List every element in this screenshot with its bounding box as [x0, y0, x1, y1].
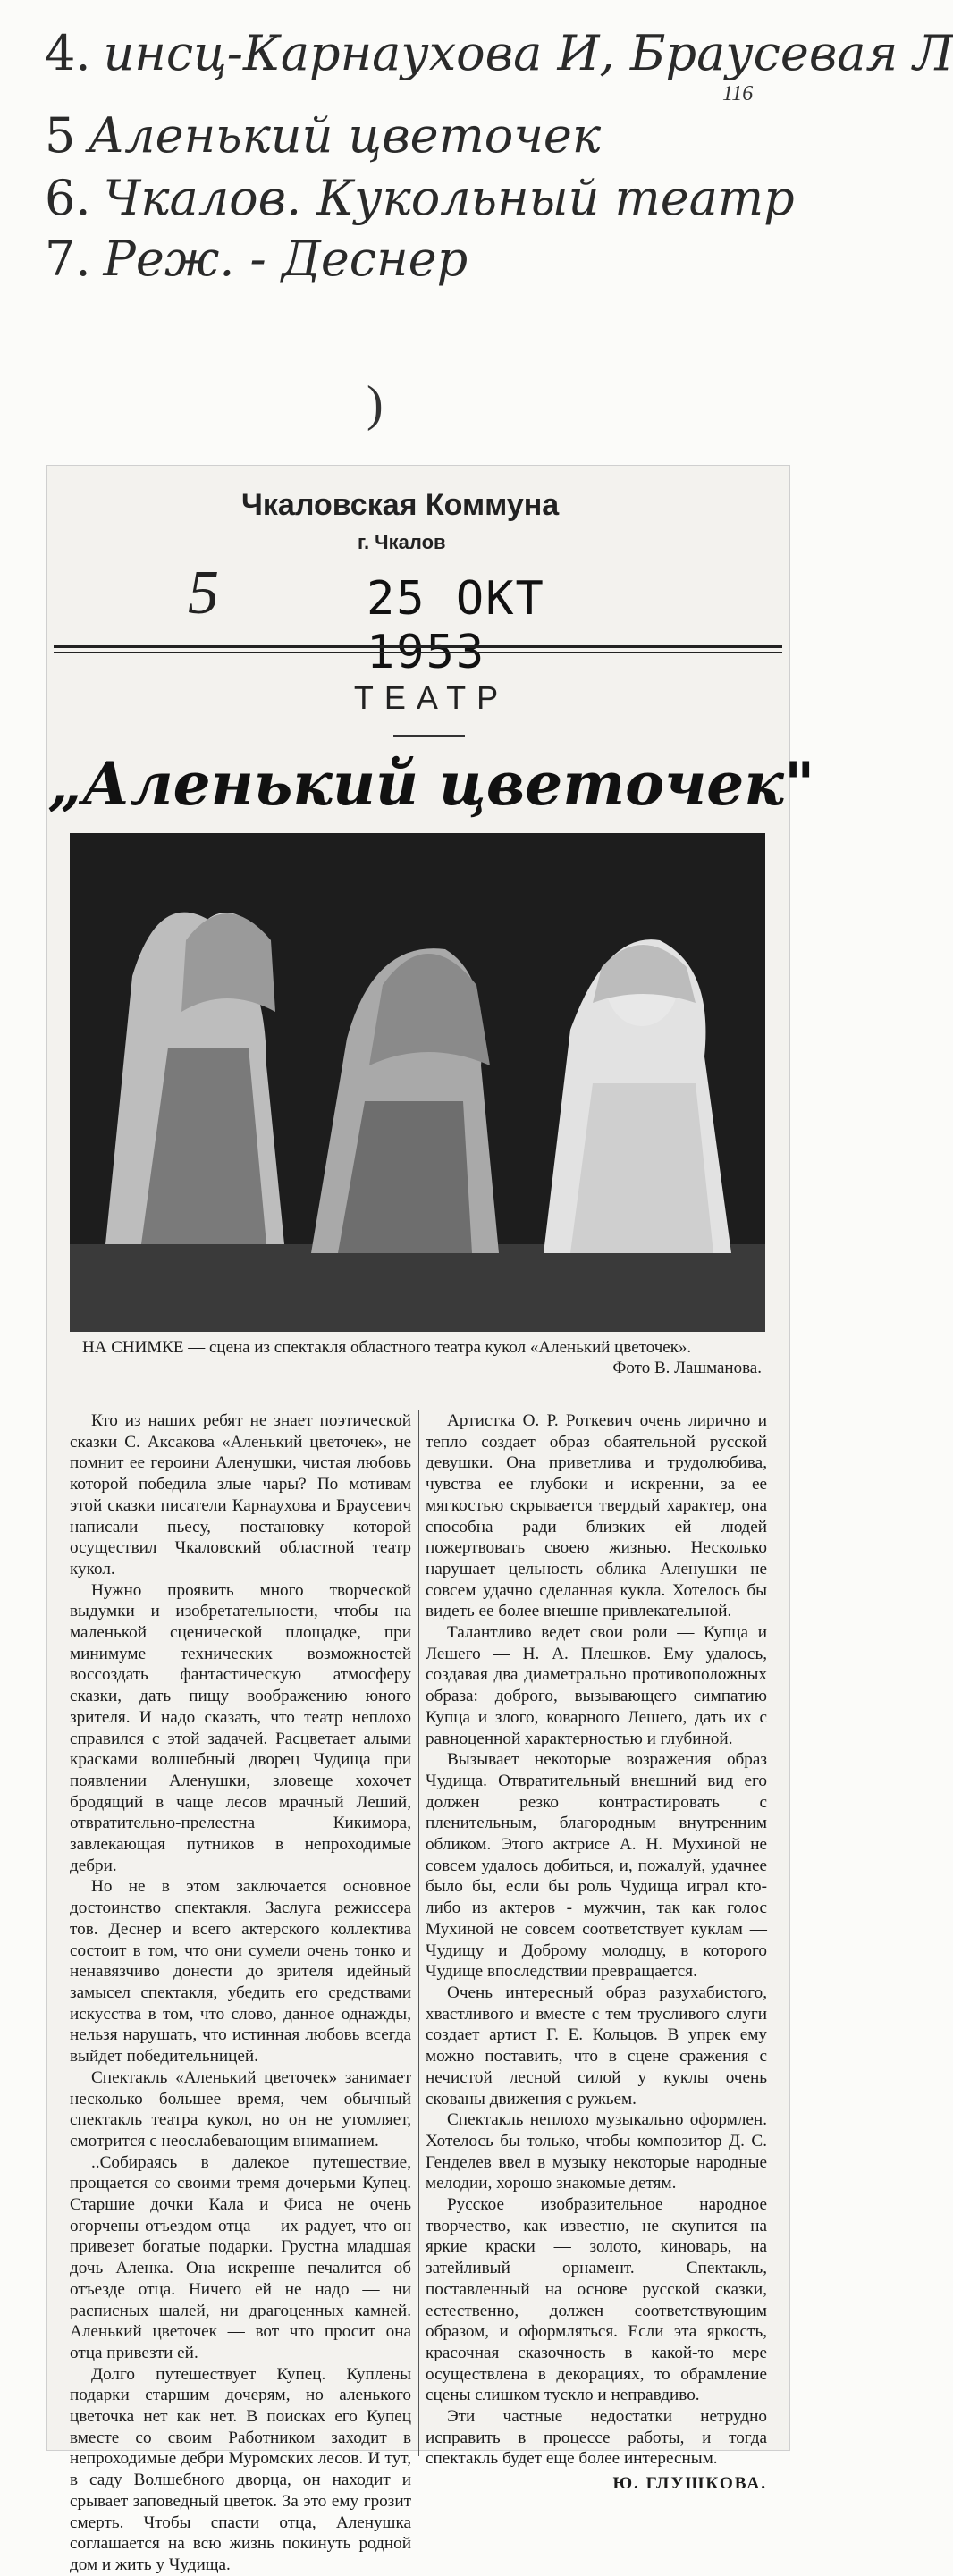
- article-column-1: [70, 1410, 411, 2576]
- newspaper-stamp: [188, 483, 599, 679]
- handwritten-parenthesis: ): [367, 376, 384, 432]
- paragraph: Долго путешествует Купец. Куплены подарки старшим дочерям, но аленького цветочка нет как нет. В поисках его Купец вместе со своим Работником заходит в непроходимые дебри Муромских лесов. И тут, в саду Волшебного дворца, он находит и срывает заповедный цветок. За это ему грозит смерть. Чтобы спасти отца, Аленушка соглашается на всю жизнь покинуть родной дом и жить у Чудища.: [70, 2364, 411, 2574]
- paragraph: Артистка О. Р. Роткевич очень лирично и тепло создает образ обаятельной русской девушки. Она приветлива и трудолюбива, чувства ее глубоки и искренни, за ее мягкостью скрывается твердый характер, она способна ради близких ей людей пожертвовать своею жизнью. Несколько нарушает цельность облика Аленушки не совсем удачно сделанная кукла. Хотелось бы видеть ее более внешне привлекательной.: [426, 1411, 767, 1621]
- line-number: 6.: [45, 170, 91, 226]
- paragraph: Спектакль «Аленький цветочек» занимает несколько большее время, чем обычный спектакль театра кукол, но он не утомляет, смотрится с неослабевающим вниманием.: [70, 2067, 411, 2151]
- article-author: Ю. ГЛУШКОВА.: [612, 2474, 767, 2494]
- caption-text: НА СНИМКЕ — сцена из спектакля областного театра кукол «Аленький цветочек».: [82, 1338, 692, 1357]
- handwritten-text: Чкалов. Кукольный театр: [103, 170, 795, 226]
- paragraph: Спектакль неплохо музыкально оформлен. Хотелось бы только, чтобы композитор Д. С. Генделев ввел в музыку некоторые народные мелодии, хорошо знакомые детям.: [426, 2110, 767, 2193]
- handwritten-line-6: [45, 170, 814, 226]
- article-title: „Аленький цветочек": [47, 749, 815, 819]
- paragraph: Эти частные недостатки нетрудно исправить в процессе работы, и тогда спектакль будет еще более интересным.: [426, 2407, 767, 2469]
- paragraph: Вызывает некоторые возражения образ Чудища. Отвратительный внешний вид его должен резко контрастировать с пленительным, благородным внутренним обликом. Этого актрисе А. Н. Мухиной не совсем удалось добиться, и, пожалуй, удачнее было бы, если бы роль Чудища играл кто-либо из актеров - мужчин, так как голос Мухиной не совсем соответствует куклам — Чудищу и Доброму молодцу, в которого Чудище впоследствии превращается.: [426, 1750, 767, 1982]
- line-number: 7.: [45, 231, 91, 287]
- paragraph: Очень интересный образ разухабистого, хвастливого и вместе с тем трусливого слуги создает артист Г. Е. Кольцов. В упрек ему можно поставить, что в сцене сражения с нечистой лесной силой у куклы очень скованы движения с ружьем.: [426, 1983, 767, 2109]
- handwritten-line-4: [45, 25, 953, 81]
- paragraph: ..Собираясь в далекое путешествие, прощается со своими тремя дочерьми Купец. Старшие дочки Кала и Фиса не очень огорчены отъездом отца — их радует, что он привезет богатые подарки. Грустна младшая дочь Аленка. Она искренне печалится об отъезде отца. Ничего ей не надо — ни расписных шалей, ни драгоценных камней. Аленький цветочек — вот что просит она отца привезти ей.: [70, 2152, 411, 2362]
- section-heading: ТЕАТР: [353, 679, 510, 716]
- handwritten-text: Аленький цветочек: [88, 107, 602, 164]
- paragraph: Нужно проявить много творческой выдумки и изобретательности, чтобы на маленькой сценической площадке, при минимуме технических возможностей воссоздать фантастическую атмосферу сказки, дать пищу воображению юного зрителя. И надо сказать, что театр неплохо справился с этой задачей. Расцветает алыми красками волшебный дворец Чудища при появлении Аленушки, зловеще хохочет бродящий в чаще лесов мрачный Леший, отвратительно-прелестна Кикимора, завлекающая путников в непроходимые дебри.: [70, 1580, 411, 1875]
- line-number: 4.: [45, 25, 91, 81]
- article-column-2: [426, 1410, 767, 2495]
- header-rule-thin: [54, 652, 782, 653]
- stage-floor: [70, 1244, 765, 1332]
- stamp-newspaper-name: Чкаловская Коммуна: [241, 488, 560, 522]
- handwritten-line-5: [45, 107, 814, 164]
- paragraph: Но не в этом заключается основное достоинство спектакля. Заслуга режиссера тов. Деснер и всего актерского коллектива состоит в том, что они сумели очень тонко и ненавязчиво донести до зрителя идейный замысел спектакля, убедить его средствами искусства в том, что слово, данное однажды, нельзя нарушать, что истинная любовь всегда выйдет победительницей.: [70, 1877, 411, 2067]
- section-underline: [393, 735, 465, 737]
- paragraph: Талантливо ведет свои роли — Купца и Лешего — Н. А. Плешков. Ему удалось, создавая два диаметрально противоположных образа: доброго, вызывающего симпатию Купца и злого, коварного Лешего, дать их с равноценной характерностью и глубиной.: [426, 1623, 767, 1748]
- handwritten-line-7: [45, 231, 814, 287]
- stamp-mark: 5: [188, 559, 219, 627]
- stamp-date: 25 ОКТ 1953: [367, 572, 545, 679]
- paragraph: Кто из наших ребят не знает поэтической сказки С. Аксакова «Аленький цветочек», не помнит ее героини Аленушки, чистая любовь которой победила злые чары? По мотивам этой сказки писатели Карнаухова и Браусевич написали пьесу, постановку которой осуществил Чкаловский областной театр кукол.: [70, 1411, 411, 1578]
- paragraph: Русское изобразительное народное творчество, как известно, не скупится на яркие краски — золото, киноварь, на затейливый орнамент. Спектакль, поставленный на основе русской сказки, естественно, должен соответствующим образом, и оформляться. Если эта яркость, красочная сказочность в какой-то мере осуществлена в декорациях, то обрамление сцены слишком тускло и неправдиво.: [426, 2195, 767, 2405]
- article-photo: [70, 833, 765, 1332]
- stamp-city: г. Чкалов: [358, 531, 446, 553]
- page-number-note: 116: [722, 82, 754, 105]
- header-rule: [54, 645, 782, 648]
- line-number: 5: [45, 107, 76, 164]
- photo-credit: Фото В. Лашманова.: [612, 1359, 762, 1377]
- handwritten-text: Реж. - Деснер: [103, 231, 468, 287]
- column-divider: [418, 1410, 419, 2456]
- photo-caption: [82, 1337, 762, 1378]
- handwritten-text: инсц-Карнаухова И, Браусевая Л: [103, 25, 953, 81]
